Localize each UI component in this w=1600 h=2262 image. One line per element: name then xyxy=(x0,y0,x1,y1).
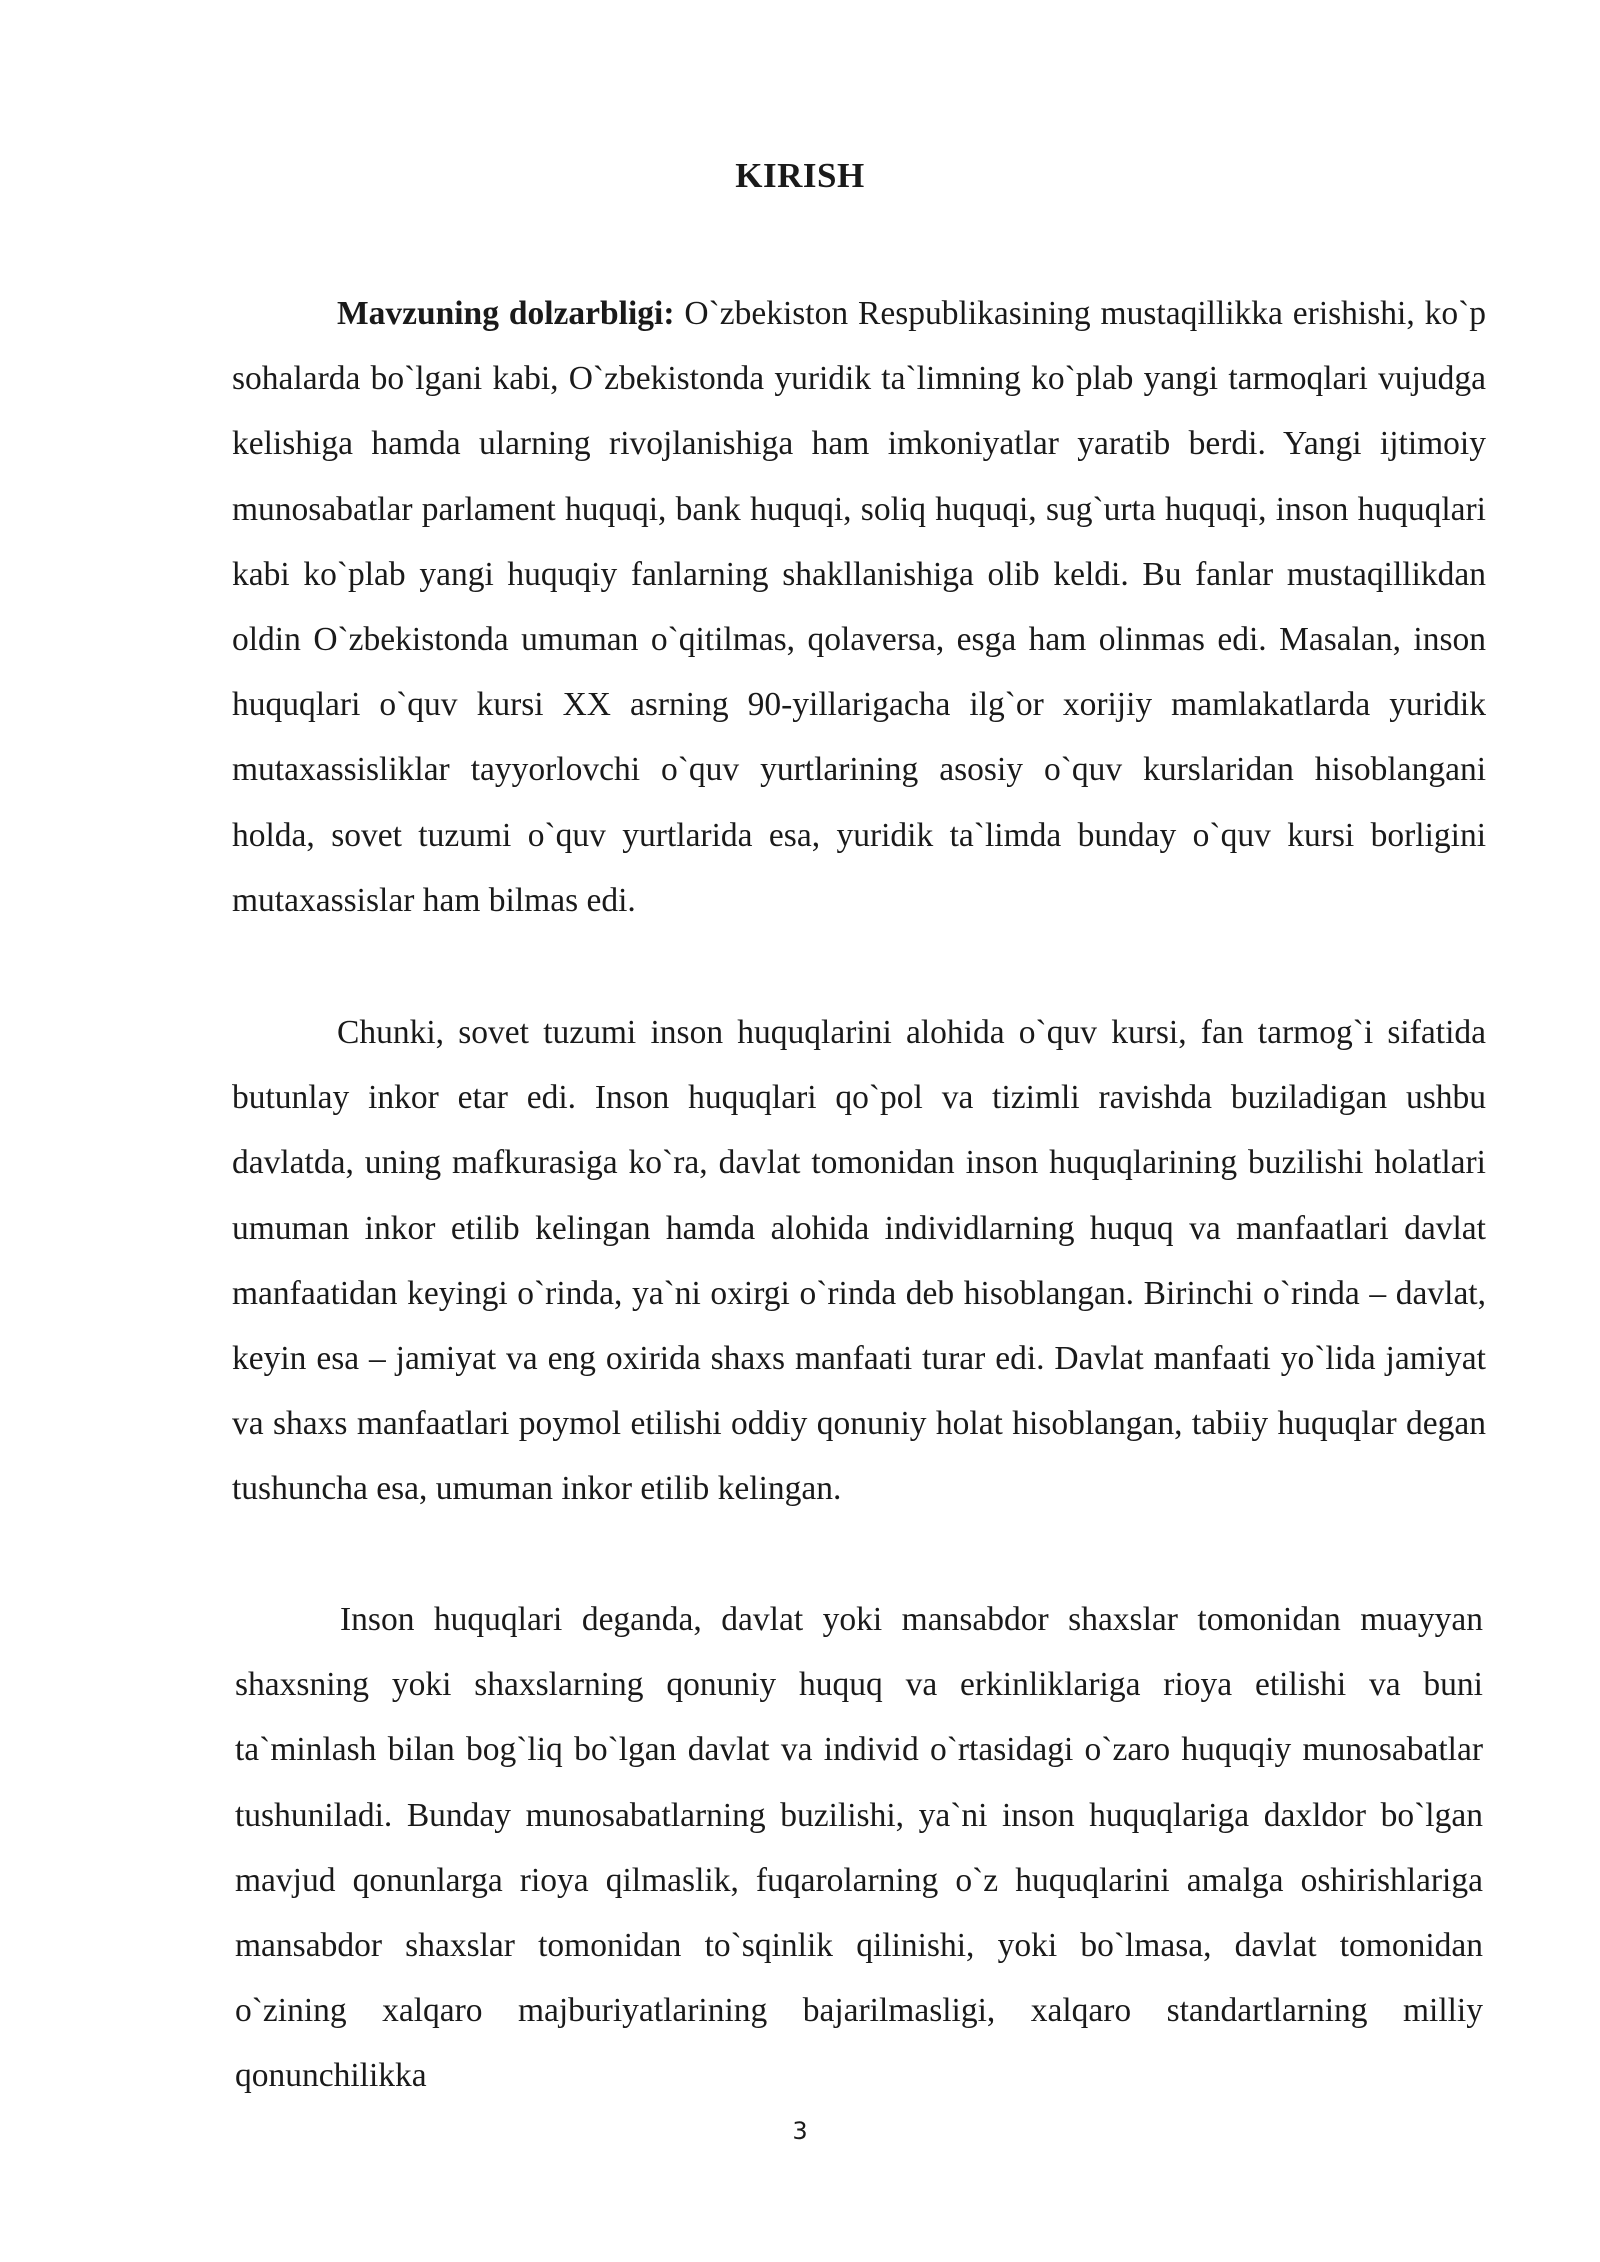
page-title: KIRISH xyxy=(735,156,865,195)
paragraph-text: Chunki, sovet tuzumi inson huquqlarini alohida o`quv kursi, fan tarmog`i sifatida butunlay inkor etar edi. Inson huquqlari qo`pol va tizimli ravishda buziladigan ushbu davlatda, uning mafkurasiga ko`ra, davlat tomonidan inson huquqlarining buzilishi holatlari umuman inkor etilib kelingan hamda alohida individlarning huquq va manfaatlari davlat manfaatidan keyingi o`rinda, ya`ni oxirgi o`rinda deb hisoblangan. Birinchi o`rinda – davlat, keyin esa – jamiyat va eng oxirida shaxs manfaati turar edi. Davlat manfaati yo`lida jamiyat va shaxs manfaatlari poymol etilishi oddiy qonuniy holat hisoblangan, tabiiy huquqlar degan tushuncha esa, umuman inkor etilib kelingan. xyxy=(232,1014,1486,1508)
paragraph-human-rights-definition xyxy=(235,1587,1483,2109)
paragraph-relevance xyxy=(232,281,1486,933)
paragraph-soviet-system xyxy=(232,1000,1486,1522)
paragraph-text: O`zbekiston Respublikasining mustaqillikka erishishi, ko`p sohalarda bo`lgani kabi, O`zbekistonda yuridik ta`limning ko`plab yangi tarmoqlari vujudga kelishiga hamda ularning rivojlanishiga ham imkoniyatlar yaratib berdi. Yangi ijtimoiy munosabatlar parlament huquqi, bank huquqi, soliq huquqi, sug`urta huquqi, inson huquqlari kabi ko`plab yangi huquqiy fanlarning shakllanishiga olib keldi. Bu fanlar mustaqillikdan oldin O`zbekistonda umuman o`qitilmas, qolaversa, esga ham olinmas edi. Masalan, inson huquqlari o`quv kursi XX asrning 90-yillarigacha ilg`or xorijiy mamlakatlarda yuridik mutaxassisliklar tayyorlovchi o`quv yurtlarining asosiy o`quv kurslaridan hisoblangani holda, sovet tuzumi o`quv yurtlarida esa, yuridik ta`limda bunday o`quv kursi borligini mutaxassislar ham bilmas edi. xyxy=(232,295,1487,919)
page-number: 3 xyxy=(792,2117,808,2145)
paragraph-text: Inson huquqlari deganda, davlat yoki mansabdor shaxslar tomonidan muayyan shaxsning yoki shaxslarning qonuniy huquq va erkinliklariga rioya etilishi va buni ta`minlash bilan bog`liq bo`lgan davlat va individ o`rtasidagi o`zaro huquqiy munosabatlar tushuniladi. Bunday munosabatlarning buzilishi, ya`ni inson huquqlariga daxldor bo`lgan mavjud qonunlarga rioya qilmaslik, fuqarolarning o`z huquqlarini amalga oshirishlariga mansabdor shaxslar tomonidan to`sqinlik qilinishi, yoki bo`lmasa, davlat tomonidan o`zining xalqaro majburiyatlarining bajarilmasligi, xalqaro standartlarning milliy qonunchilikka xyxy=(235,1601,1483,2095)
paragraph-lead: Mavzuning dolzarbligi: xyxy=(337,295,675,332)
